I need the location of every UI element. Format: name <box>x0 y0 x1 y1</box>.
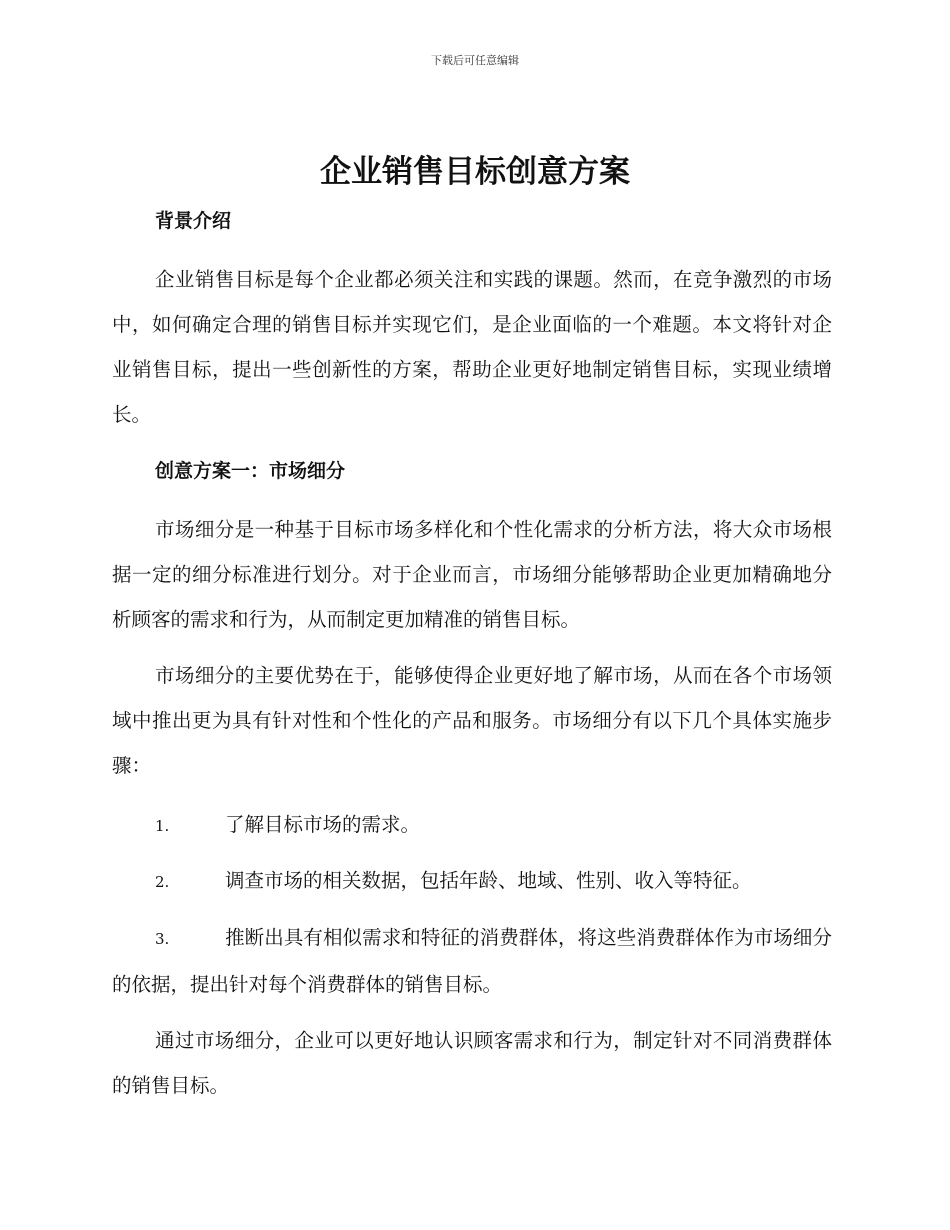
list-number: 2. <box>155 873 170 891</box>
list-item-step-3 <box>112 915 832 1007</box>
list-number: 3. <box>155 930 170 948</box>
paragraph-background: 企业销售目标是每个企业都必须关注和实践的课题。然而，在竞争激烈的市场中，如何确定合理的销售目标并实现它们，是企业面临的一个难题。本文将针对企业销售目标，提出一些创新性的方案，帮助企业更好地制定销售目标，实现业绩增长。 <box>112 268 832 426</box>
paragraph-segmentation-definition: 市场细分是一种基于目标市场多样化和个性化需求的分析方法，将大众市场根据一定的细分标准进行划分。对于企业而言，市场细分能够帮助企业更加精确地分析顾客的需求和行为，从而制定更加精准的销售目标。 <box>112 518 832 631</box>
list-item-text: 调查市场的相关数据，包括年龄、地域、性别、收入等特征。 <box>225 869 752 892</box>
section-heading-market-segmentation: 创意方案一：市场细分 <box>155 460 346 482</box>
document-title: 企业销售目标创意方案 <box>320 154 630 190</box>
section-heading-background: 背景介绍 <box>155 210 232 232</box>
list-item-step-1 <box>112 802 832 849</box>
list-item-step-2 <box>112 858 832 905</box>
paragraph-segmentation-advantages: 市场细分的主要优势在于，能够使得企业更好地了解市场，从而在各个市场领域中推出更为具有针对性和个性化的产品和服务。市场细分有以下几个具体实施步骤： <box>112 664 832 777</box>
paragraph-segmentation-conclusion: 通过市场细分，企业可以更好地认识顾客需求和行为，制定针对不同消费群体的销售目标。 <box>112 1029 832 1097</box>
list-number: 1. <box>155 817 170 835</box>
list-item-text: 了解目标市场的需求。 <box>225 813 421 836</box>
page-header-note: 下载后可任意编辑 <box>431 54 519 67</box>
list-item-text: 推断出具有相似需求和特征的消费群体，将这些消费群体作为市场细分的依据，提出针对每个消费群体的销售目标。 <box>112 926 832 996</box>
